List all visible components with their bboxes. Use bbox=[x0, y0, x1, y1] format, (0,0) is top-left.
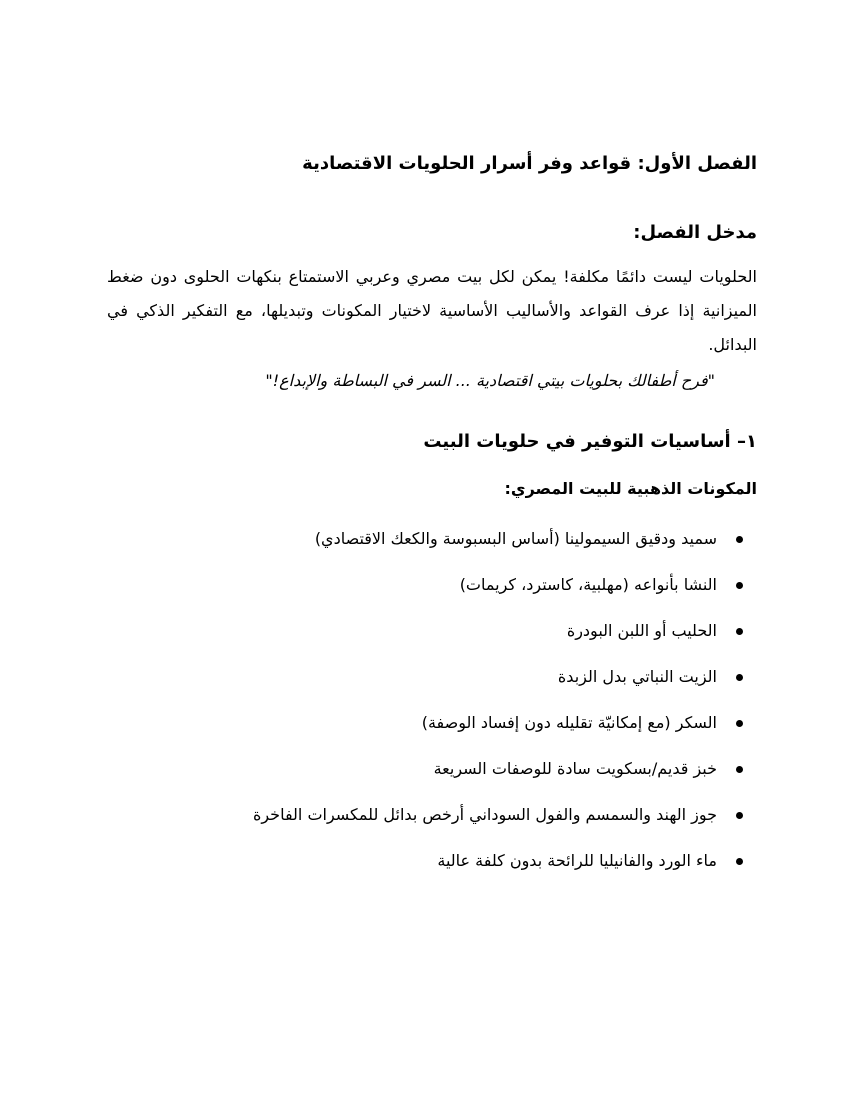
ingredients-subheading: المكونات الذهبية للبيت المصري: bbox=[504, 479, 757, 498]
list-item-text: جوز الهند والسمسم والفول السوداني أرخص بدائل للمكسرات الفاخرة bbox=[252, 805, 717, 824]
list-item-text: سميد ودقيق السيمولينا (أساس البسبوسة والكعك الاقتصادي) bbox=[314, 529, 717, 548]
list-item-text: السكر (مع إمكانيّة تقليله دون إفساد الوصفة) bbox=[421, 713, 717, 732]
list-item-text: الزيت النباتي بدل الزبدة bbox=[557, 667, 717, 686]
section-1-heading: ١– أساسيات التوفير في حلويات البيت bbox=[423, 431, 757, 452]
bullet-icon bbox=[736, 582, 743, 589]
bullet-icon bbox=[736, 858, 743, 865]
bullet-icon bbox=[736, 536, 743, 543]
list-item-text: خبز قديم/بسكويت سادة للوصفات السريعة bbox=[433, 759, 717, 778]
list-item bbox=[107, 616, 757, 646]
bullet-icon bbox=[736, 812, 743, 819]
list-item bbox=[107, 662, 757, 692]
bullet-icon bbox=[736, 766, 743, 773]
list-item bbox=[107, 754, 757, 784]
list-item-text: النشا بأنواعه (مهلبية، كاسترد، كريمات) bbox=[459, 575, 717, 594]
list-item bbox=[107, 846, 757, 876]
chapter-title: الفصل الأول: قواعد وفر أسرار الحلويات الاقتصادية bbox=[302, 153, 757, 174]
list-item-text: ماء الورد والفانيليا للرائحة بدون كلفة عالية bbox=[437, 851, 717, 870]
list-item bbox=[107, 524, 757, 554]
list-item bbox=[107, 800, 757, 830]
page-content bbox=[107, 148, 757, 892]
intro-heading: مدخل الفصل: bbox=[633, 222, 757, 243]
list-item-text: الحليب أو اللبن البودرة bbox=[566, 621, 717, 640]
list-item bbox=[107, 570, 757, 600]
bullet-icon bbox=[736, 720, 743, 727]
list-item bbox=[107, 708, 757, 738]
bullet-icon bbox=[736, 628, 743, 635]
ingredients-list bbox=[107, 524, 757, 876]
intro-quote: "فرح أطفالك بحلويات بيتي اقتصادية ... السر في البساطة والإبداع!" bbox=[265, 371, 715, 390]
bullet-icon bbox=[736, 674, 743, 681]
intro-paragraph: الحلويات ليست دائمًا مكلفة! يمكن لكل بيت مصري وعربي الاستمتاع بنكهات الحلوى دون ضغط الميزانية إذا عرف القواعد والأساليب الأساسية لاختيار المكونات وتبديلها، مع التفكير الذكي في البدائل. bbox=[107, 267, 757, 354]
